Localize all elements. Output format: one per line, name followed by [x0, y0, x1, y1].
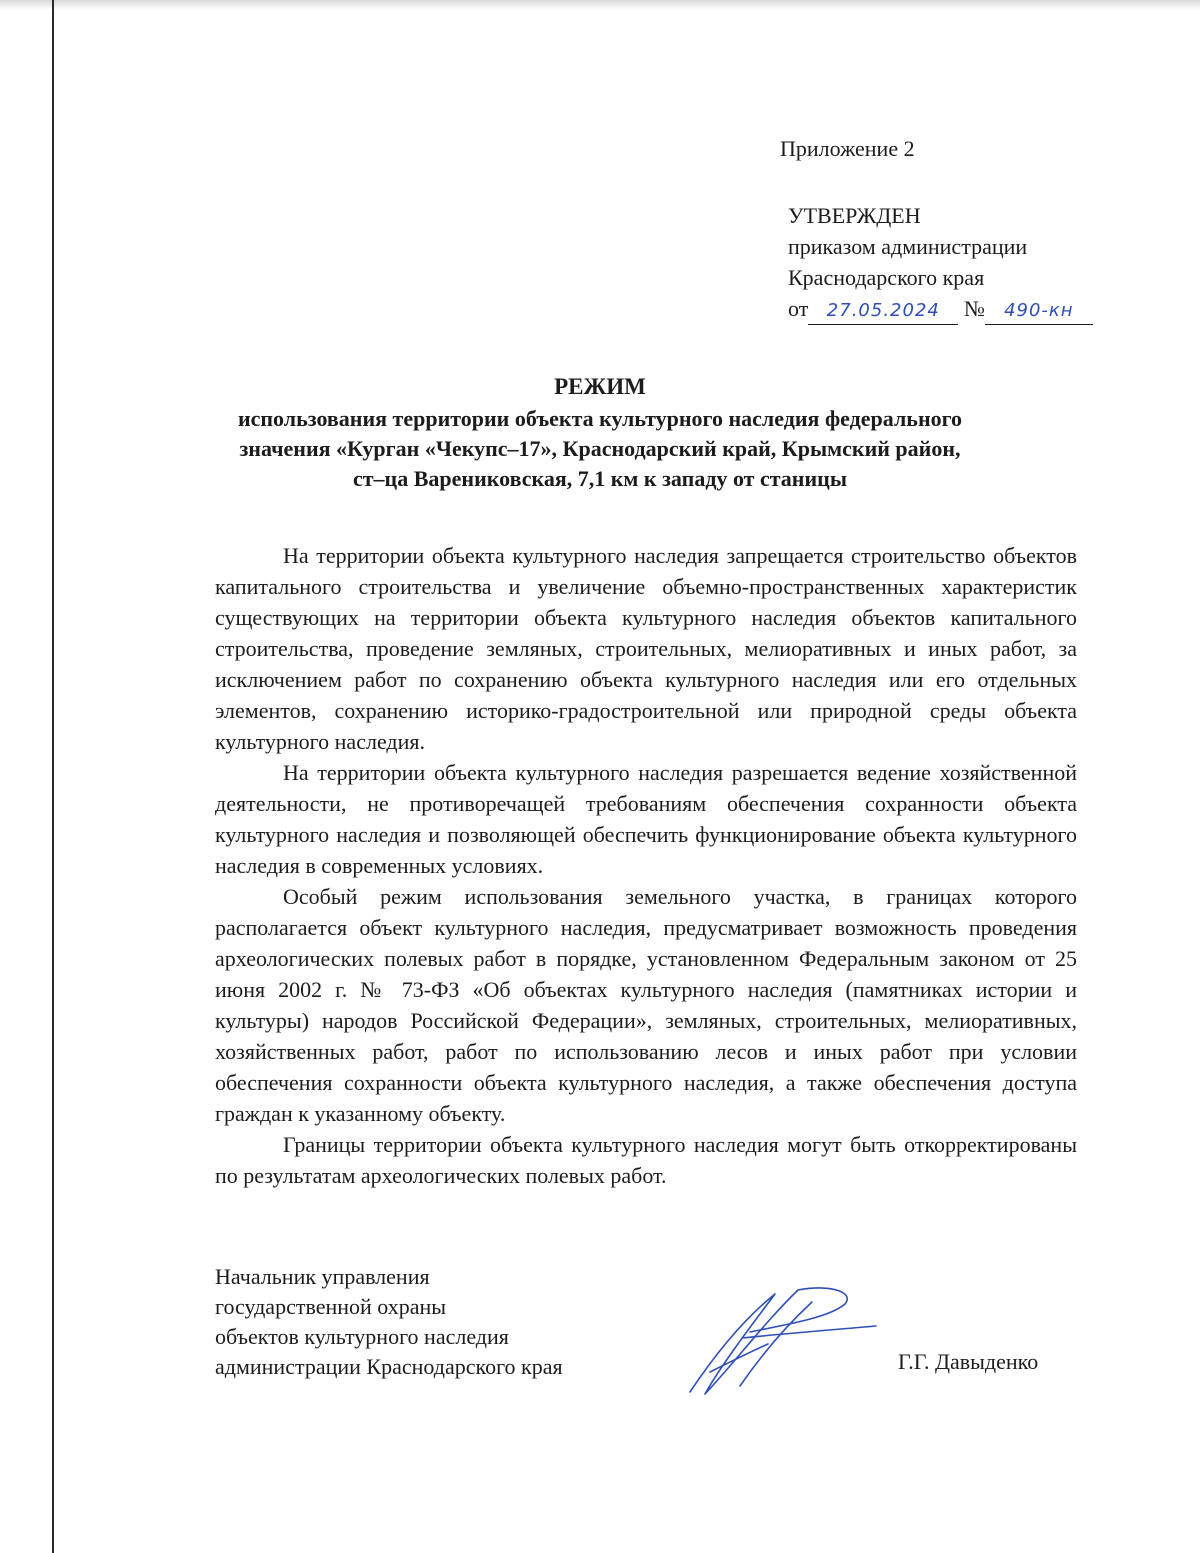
appendix-label: Приложение 2	[780, 136, 915, 161]
body-paragraph-4: Границы территории объекта культурного наследия могут быть откорректированы по результатам археологических полевых работ.	[215, 1132, 1077, 1188]
scan-top-shadow	[0, 0, 1200, 10]
approval-status: УТВЕРЖДЕН	[788, 203, 921, 228]
from-label: от	[788, 296, 809, 321]
approval-authority-line: Краснодарского края	[788, 265, 985, 290]
title-line-1: использования территории объекта культурного наследия федерального	[237, 406, 963, 431]
body-paragraph-3: Особый режим использования земельного участка, в границах которого располагается объект культурного наследия, предусматривает возможность проведения археологических полевых работ в порядке, установленном Федеральным законом от 25 июня 2002 г. № 73-ФЗ «Об объектах культурного наследия (памятниках истории и культуры) народов Российской Федерации», земляных, строительных, мелиоративных, хозяйственных работ, работ по использованию лесов и иных работ при условии обеспечения сохранности объекта культурного наследия, а также обеспечения доступа граждан к указанному объекту.	[215, 884, 1077, 1126]
document-body	[215, 540, 1077, 1191]
signer-name: Г.Г. Давыденко	[898, 1349, 1039, 1374]
title-line-3: ст–ца Варениковская, 7,1 км к западу от станицы	[352, 466, 848, 491]
signer-position-line-2: государственной охраны	[215, 1294, 447, 1319]
body-paragraph-1: На территории объекта культурного наследия запрещается строительство объектов капитального строительства и увеличение объемно-пространственных характеристик существующих на территории объекта культурного наследия объектов капитального строительства, проведение земляных, строительных, мелиоративных и иных работ, за исключением работ по сохранению объекта культурного наследия или его отдельных элементов, сохранению историко-градостроительной или природной среды объекта культурного наследия.	[215, 543, 1077, 754]
signer-position	[215, 1262, 563, 1382]
document-title	[150, 372, 1050, 494]
body-paragraph-2: На территории объекта культурного наследия разрешается ведение хозяйственной деятельности, не противоречащей требованиям обеспечения сохранности объекта культурного наследия и позволяющей обеспечить функционирование объекта культурного наследия в современных условиях.	[215, 760, 1077, 878]
approval-order-line: приказом администрации	[788, 234, 1028, 259]
signer-position-line-4: администрации Краснодарского края	[215, 1354, 563, 1379]
handwritten-date: 27.05.2024	[808, 298, 958, 325]
title-heading: РЕЖИМ	[554, 374, 646, 399]
handwritten-signature	[680, 1282, 880, 1402]
scan-left-edge	[52, 0, 54, 1553]
approval-date-number-line	[788, 293, 1093, 325]
signer-position-line-1: Начальник управления	[215, 1264, 430, 1289]
approval-block	[788, 200, 1093, 325]
number-label: №	[963, 296, 985, 321]
title-line-2: значения «Курган «Чекупс–17», Краснодарский край, Крымский район,	[239, 436, 961, 461]
signer-position-line-3: объектов культурного наследия	[215, 1324, 509, 1349]
handwritten-order-number: 490-кн	[985, 298, 1093, 325]
